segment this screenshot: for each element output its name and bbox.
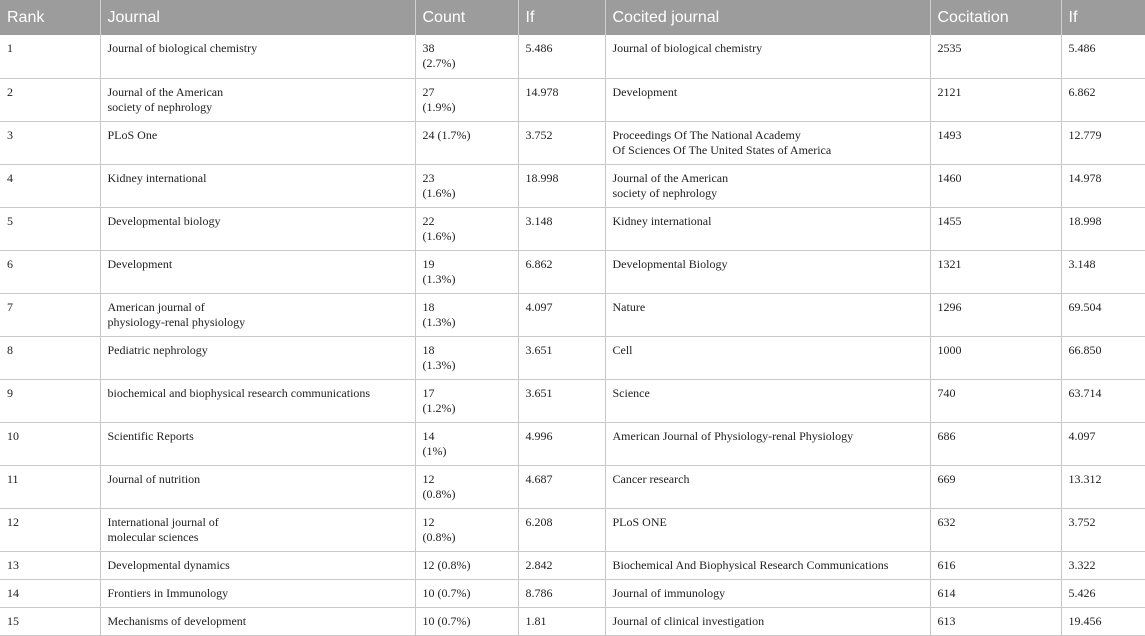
- cell-text: 3.651: [525, 342, 553, 357]
- cell-text: 2121: [937, 84, 962, 99]
- cell-text: Science: [612, 385, 650, 400]
- table-row: [0, 379, 1145, 422]
- cell-text: Developmental biology: [107, 213, 221, 228]
- cell-text: 19.456: [1068, 613, 1102, 628]
- cell-text: Nature: [612, 299, 646, 314]
- cell-text: 669: [937, 471, 956, 486]
- cocited-if-cell: [1061, 164, 1145, 207]
- journal-cell: [100, 35, 415, 78]
- cocited-journal-cell: [605, 250, 930, 293]
- cell-text: society of nephrology: [107, 99, 213, 114]
- if-cell: [518, 207, 605, 250]
- cell-text: 632: [937, 514, 956, 529]
- table-row: [0, 78, 1145, 121]
- cell-text: Of Sciences Of The United States of America: [612, 142, 832, 157]
- cocited-if-cell: [1061, 78, 1145, 121]
- cell-text: Development: [612, 84, 678, 99]
- cell-text: biochemical and biophysical research communications: [107, 385, 371, 400]
- if-cell: [518, 336, 605, 379]
- cell-text: 3: [7, 127, 13, 142]
- cell-text: 12: [7, 514, 19, 529]
- cell-text: 14: [7, 585, 19, 600]
- cell-text: Scientific Reports: [107, 428, 194, 443]
- cell-text: 4.097: [1068, 428, 1096, 443]
- cell-text: Cell: [612, 342, 633, 357]
- journal-cell: [100, 551, 415, 579]
- cocited-journal-cell: [605, 164, 930, 207]
- cell-text: Journal of clinical investigation: [612, 613, 765, 628]
- count-cell: [415, 579, 518, 607]
- cell-text: 69.504: [1068, 299, 1102, 314]
- cell-text: 15: [7, 613, 19, 628]
- journal-cell: [100, 379, 415, 422]
- journal-cell: [100, 78, 415, 121]
- cell-text: 11: [7, 471, 19, 486]
- cell-text: American journal of: [107, 299, 205, 314]
- header-cocited-if: If: [1061, 0, 1145, 35]
- journal-cell: [100, 121, 415, 164]
- cell-text: Kidney international: [107, 170, 207, 185]
- cell-text: Cancer research: [612, 471, 690, 486]
- cell-text: (0.8%): [422, 529, 456, 544]
- cell-text: 4.996: [525, 428, 553, 443]
- cell-text: 19: [422, 256, 435, 271]
- cell-text: 740: [937, 385, 956, 400]
- cell-text: (1.3%): [422, 357, 456, 372]
- cell-text: 1493: [937, 127, 962, 142]
- rank-cell: [0, 121, 100, 164]
- cell-text: Mechanisms of development: [107, 613, 247, 628]
- cell-text: 66.850: [1068, 342, 1102, 357]
- cell-text: 6.862: [525, 256, 553, 271]
- rank-cell: [0, 551, 100, 579]
- rank-cell: [0, 508, 100, 551]
- if-cell: [518, 250, 605, 293]
- cocitation-cell: [930, 121, 1061, 164]
- if-cell: [518, 164, 605, 207]
- cocitation-cell: [930, 508, 1061, 551]
- cell-text: 6.208: [525, 514, 553, 529]
- cell-text: 614: [937, 585, 956, 600]
- count-cell: [415, 121, 518, 164]
- table-row: [0, 293, 1145, 336]
- rank-cell: [0, 164, 100, 207]
- cell-text: (1.3%): [422, 314, 456, 329]
- cell-text: 3.752: [1068, 514, 1096, 529]
- header-cocited-journal: Cocited journal: [605, 0, 930, 35]
- if-cell: [518, 508, 605, 551]
- cell-text: 686: [937, 428, 956, 443]
- cell-text: Developmental Biology: [612, 256, 728, 271]
- cell-text: (1.9%): [422, 99, 456, 114]
- cell-text: 5.426: [1068, 585, 1096, 600]
- rank-cell: [0, 379, 100, 422]
- header-rank: Rank: [0, 0, 100, 35]
- cocited-if-cell: [1061, 121, 1145, 164]
- cocited-if-cell: [1061, 207, 1145, 250]
- rank-cell: [0, 35, 100, 78]
- cocited-if-cell: [1061, 579, 1145, 607]
- header-cocitation: Cocitation: [930, 0, 1061, 35]
- cell-text: 2.842: [525, 557, 553, 572]
- rank-cell: [0, 293, 100, 336]
- cell-text: 12: [422, 514, 435, 529]
- count-cell: [415, 551, 518, 579]
- cell-text: 1296: [937, 299, 962, 314]
- table-row: [0, 336, 1145, 379]
- if-cell: [518, 422, 605, 465]
- cocited-if-cell: [1061, 336, 1145, 379]
- rank-cell: [0, 579, 100, 607]
- if-cell: [518, 551, 605, 579]
- cell-text: 1321: [937, 256, 962, 271]
- journal-cell: [100, 336, 415, 379]
- table-row: [0, 579, 1145, 607]
- cocitation-cell: [930, 250, 1061, 293]
- header-journal: Journal: [100, 0, 415, 35]
- cocited-journal-cell: [605, 508, 930, 551]
- cocited-journal-cell: [605, 293, 930, 336]
- cocitation-cell: [930, 78, 1061, 121]
- cell-text: 10 (0.7%): [422, 585, 471, 600]
- cell-text: Journal of immunology: [612, 585, 726, 600]
- cell-text: (1.3%): [422, 271, 456, 286]
- cell-text: 5.486: [525, 41, 553, 55]
- rank-cell: [0, 250, 100, 293]
- table-row: [0, 551, 1145, 579]
- cell-text: (1.6%): [422, 228, 456, 243]
- cell-text: 18: [422, 299, 435, 314]
- journal-cell: [100, 508, 415, 551]
- cell-text: 4: [7, 170, 13, 185]
- cell-text: 8: [7, 342, 13, 357]
- cocitation-cell: [930, 164, 1061, 207]
- cell-text: 4.097: [525, 299, 553, 314]
- cocitation-cell: [930, 35, 1061, 78]
- cell-text: 14.978: [1068, 170, 1102, 185]
- cell-text: 6: [7, 256, 13, 271]
- cell-text: 12 (0.8%): [422, 557, 471, 572]
- table-row: [0, 465, 1145, 508]
- cell-text: (1.2%): [422, 400, 456, 415]
- journal-cell: [100, 465, 415, 508]
- cocited-journal-cell: [605, 207, 930, 250]
- cell-text: PLoS One: [107, 127, 158, 142]
- cell-text: Kidney international: [612, 213, 712, 228]
- cell-text: 2: [7, 84, 13, 99]
- cell-text: 24 (1.7%): [422, 127, 471, 142]
- rank-cell: [0, 336, 100, 379]
- cocited-if-cell: [1061, 250, 1145, 293]
- cocitation-cell: [930, 207, 1061, 250]
- cocited-if-cell: [1061, 35, 1145, 78]
- cell-text: 3.651: [525, 385, 553, 400]
- cell-text: (1%): [422, 443, 447, 458]
- count-cell: [415, 164, 518, 207]
- cocitation-cell: [930, 422, 1061, 465]
- count-cell: [415, 250, 518, 293]
- cell-text: 17: [422, 385, 435, 400]
- count-cell: [415, 336, 518, 379]
- table-row: [0, 422, 1145, 465]
- journal-cell: [100, 207, 415, 250]
- if-cell: [518, 35, 605, 78]
- cell-text: Journal of biological chemistry: [612, 41, 763, 55]
- cell-text: 18.998: [1068, 213, 1102, 228]
- cell-text: 13.312: [1068, 471, 1102, 486]
- cell-text: 3.752: [525, 127, 553, 142]
- cell-text: 3.148: [525, 213, 553, 228]
- count-cell: [415, 78, 518, 121]
- cell-text: 3.322: [1068, 557, 1096, 572]
- cocited-journal-cell: [605, 422, 930, 465]
- if-cell: [518, 293, 605, 336]
- cell-text: 10 (0.7%): [422, 613, 471, 628]
- cell-text: 1460: [937, 170, 962, 185]
- cell-text: International journal of: [107, 514, 219, 529]
- cell-text: (0.8%): [422, 486, 456, 501]
- count-cell: [415, 422, 518, 465]
- journal-cell: [100, 293, 415, 336]
- journal-cell: [100, 579, 415, 607]
- cocitation-cell: [930, 336, 1061, 379]
- cell-text: 613: [937, 613, 956, 628]
- cell-text: Biochemical And Biophysical Research Communications: [612, 557, 889, 572]
- cocited-if-cell: [1061, 508, 1145, 551]
- cell-text: (1.6%): [422, 185, 456, 200]
- header-if: If: [518, 0, 605, 35]
- cell-text: Frontiers in Immunology: [107, 585, 229, 600]
- cell-text: Journal of the American: [612, 170, 729, 185]
- table-row: [0, 508, 1145, 551]
- cell-text: 2535: [937, 41, 962, 55]
- cocited-journal-cell: [605, 35, 930, 78]
- cocitation-cell: [930, 579, 1061, 607]
- count-cell: [415, 465, 518, 508]
- cocited-journal-cell: [605, 579, 930, 607]
- cocited-journal-cell: [605, 336, 930, 379]
- count-cell: [415, 35, 518, 78]
- cell-text: 27: [422, 84, 435, 99]
- cocitation-cell: [930, 465, 1061, 508]
- rank-cell: [0, 207, 100, 250]
- if-cell: [518, 579, 605, 607]
- cell-text: 23: [422, 170, 435, 185]
- cell-text: Development: [107, 256, 173, 271]
- cocitation-cell: [930, 293, 1061, 336]
- cocited-if-cell: [1061, 422, 1145, 465]
- cell-text: 13: [7, 557, 19, 572]
- cell-text: 12: [422, 471, 435, 486]
- cell-text: 1000: [937, 342, 962, 357]
- rank-cell: [0, 422, 100, 465]
- if-cell: [518, 379, 605, 422]
- cell-text: (2.7%): [422, 56, 456, 70]
- cell-text: 6.862: [1068, 84, 1096, 99]
- cell-text: Proceedings Of The National Academy: [612, 127, 801, 142]
- count-cell: [415, 508, 518, 551]
- if-cell: [518, 465, 605, 508]
- cell-text: Journal of nutrition: [107, 471, 201, 486]
- cocitation-cell: [930, 551, 1061, 579]
- cocited-journal-cell: [605, 121, 930, 164]
- count-cell: [415, 207, 518, 250]
- journal-cell: [100, 422, 415, 465]
- cell-text: 1.81: [525, 613, 547, 628]
- cell-text: 1: [7, 41, 13, 55]
- count-cell: [415, 379, 518, 422]
- cell-text: 10: [7, 428, 19, 443]
- cell-text: 38: [422, 41, 435, 55]
- cell-text: 18: [422, 342, 435, 357]
- cell-text: Journal of the American: [107, 84, 224, 99]
- cocited-journal-cell: [605, 379, 930, 422]
- cocited-if-cell: [1061, 551, 1145, 579]
- cell-text: American Journal of Physiology-renal Physiology: [612, 428, 854, 443]
- journal-cell: [100, 250, 415, 293]
- cell-text: society of nephrology: [612, 185, 718, 200]
- cocited-if-cell: [1061, 379, 1145, 422]
- cell-text: 9: [7, 385, 13, 400]
- cell-text: 12.779: [1068, 127, 1102, 142]
- cell-text: 63.714: [1068, 385, 1102, 400]
- cell-text: 5.486: [1068, 41, 1096, 55]
- cell-text: 8.786: [525, 585, 553, 600]
- if-cell: [518, 78, 605, 121]
- cell-text: 18.998: [525, 170, 559, 185]
- cocited-journal-cell: [605, 551, 930, 579]
- cell-text: molecular sciences: [107, 529, 199, 544]
- table-row: [0, 164, 1145, 207]
- cell-text: PLoS ONE: [612, 514, 667, 529]
- rank-cell: [0, 78, 100, 121]
- table-row: [0, 250, 1145, 293]
- cell-text: physiology-renal physiology: [107, 314, 246, 329]
- journal-cell: [100, 164, 415, 207]
- cell-text: 14: [422, 428, 435, 443]
- cell-text: 616: [937, 557, 956, 572]
- if-cell: [518, 121, 605, 164]
- cell-text: Journal of biological chemistry: [107, 41, 258, 55]
- table-row: [0, 35, 1145, 78]
- cell-text: 7: [7, 299, 13, 314]
- cocited-journal-cell: [605, 465, 930, 508]
- cell-text: Pediatric nephrology: [107, 342, 208, 357]
- header-count: Count: [415, 0, 518, 35]
- cocited-journal-cell: [605, 78, 930, 121]
- table-row: [0, 121, 1145, 164]
- cell-text: 5: [7, 213, 13, 228]
- header-row: [0, 0, 1145, 35]
- table-row: [0, 207, 1145, 250]
- count-cell: [415, 293, 518, 336]
- cocitation-cell: [930, 379, 1061, 422]
- cocited-if-cell: [1061, 465, 1145, 508]
- cell-text: 4.687: [525, 471, 553, 486]
- cell-text: Developmental dynamics: [107, 557, 230, 572]
- cocited-if-cell: [1061, 293, 1145, 336]
- rank-cell: [0, 465, 100, 508]
- cell-text: 14.978: [525, 84, 559, 99]
- cell-text: 1455: [937, 213, 962, 228]
- cell-text: 3.148: [1068, 256, 1096, 271]
- cell-text: 22: [422, 213, 435, 228]
